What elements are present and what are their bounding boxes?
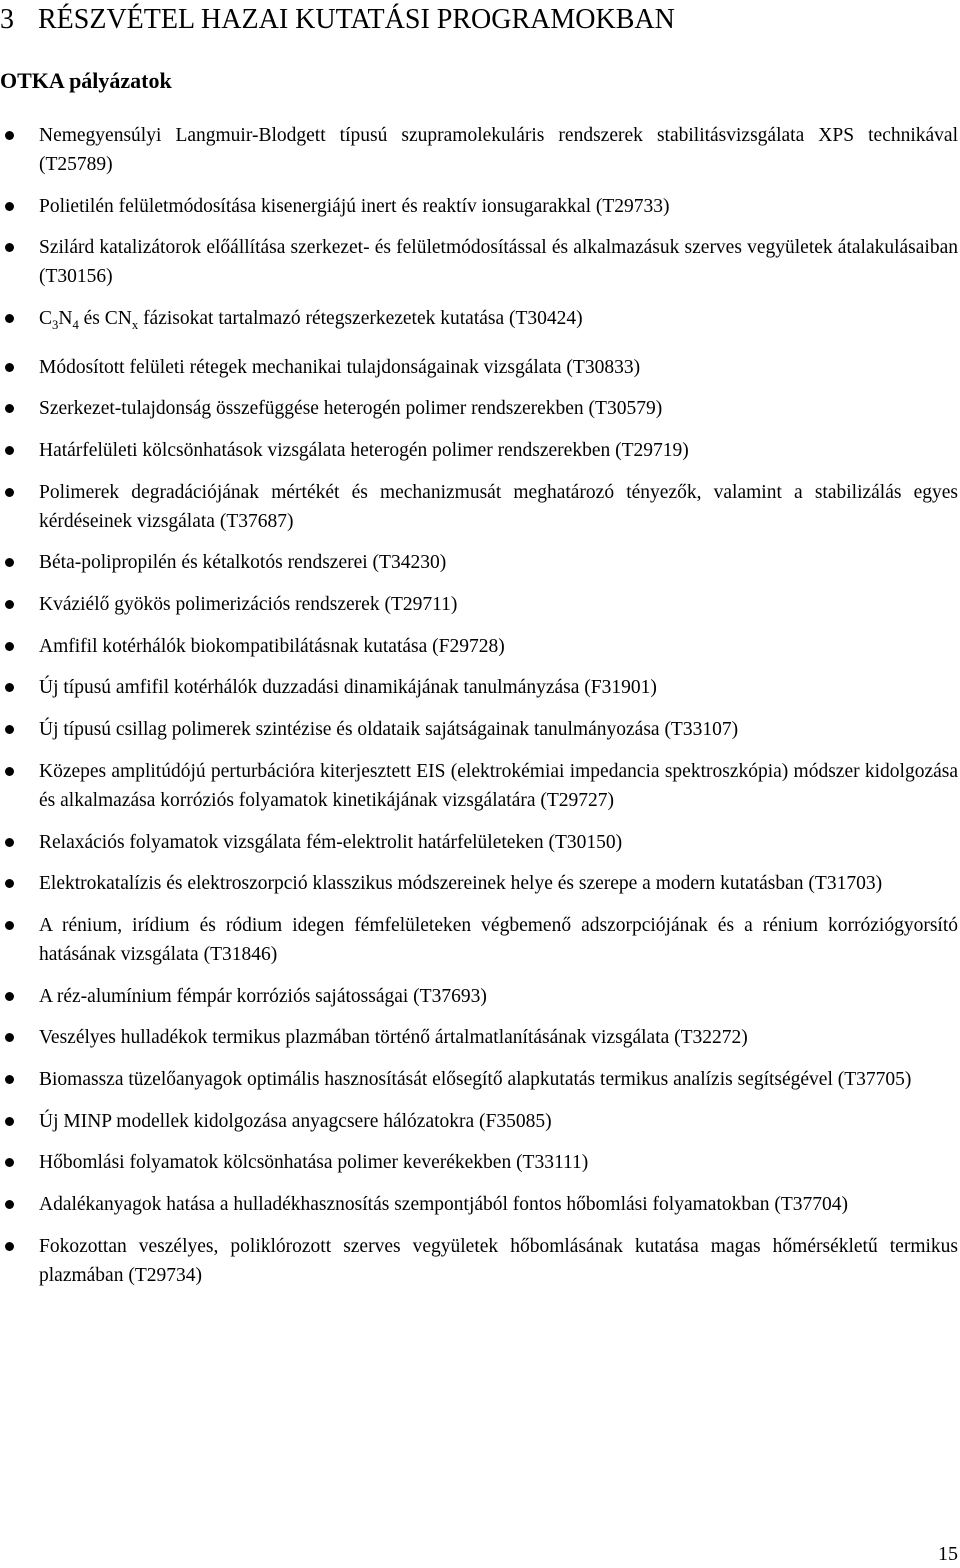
list-item-text: Adalékanyagok hatása a hulladékhasznosítás szempontjából fontos hőbomlási folyamatokban (T37704) [39,1194,849,1216]
bullet-icon [5,767,14,776]
list-item-text: Elektrokatalízis és elektroszorpció klasszikus módszereinek helye és szerepe a modern kutatásban (T31703) [39,873,883,895]
bullet-icon [5,488,14,497]
bullet-icon [5,725,14,734]
list-item-text: A rénium, irídium és ródium idegen fémfelületeken végbemenő adszorpciójának és a rénium korróziógyorsító hatásának vizsgálata (T31846) [39,914,958,965]
bullet-icon [5,1158,14,1167]
list-item [0,233,958,291]
bullet-icon [5,879,14,888]
list-item [0,590,958,619]
list-item [0,1065,958,1094]
bullet-icon [5,1033,14,1042]
list-item-text: $C_3N_4$ és $CN_x$ fázisokat tartalmazó rétegszerkezetek kutatása (T30424) [39,308,583,332]
list-item [0,353,958,382]
list-item [0,394,958,423]
list-item-text: Szerkezet-tulajdonság összefüggése heterogén polimer rendszerekben (T30579) [39,398,663,420]
list-item [0,1232,958,1290]
bullet-icon [5,1117,14,1126]
list-item-text: Polimerek degradációjának mértékét és mechanizmusát meghatározó tényezők, valamint a stabilizálás egyes kérdéseinek vizsgálata (T37687) [39,481,958,532]
list-item-text: Biomassza tüzelőanyagok optimális hasznosítását elősegítő alapkutatás termikus analízis segítségével (T37705) [39,1068,912,1090]
list-item [0,632,958,661]
list-item-text: Új típusú amfifil kotérhálók duzzadási dinamikájának tanulmányzása (F31901) [39,677,657,699]
list-item-text: Béta-polipropilén és kétalkotós rendszerei (T34230) [39,552,447,574]
chapter-title: RÉSZVÉTEL HAZAI KUTATÁSI PROGRAMOKBAN [38,4,675,35]
list-item-text: Amfifil kotérhálók biokompatibilátásnak kutatása (F29728) [39,635,505,657]
bullet-icon [5,992,14,1001]
list-item [0,1190,958,1219]
bullet-icon [5,131,14,140]
list-item [0,673,958,702]
list-item [0,548,958,577]
list-item-text: Fokozottan veszélyes, poliklórozott szerves vegyületek hőbomlásának kutatása magas hőmérsékletű termikus plazmában (T29734) [39,1235,958,1286]
bullet-icon [5,446,14,455]
list-item-text: Közepes amplitúdójú perturbációra kiterjesztett EIS (elektrokémiai impedancia spektroszkópia) módszer kidolgozása és alkalmazása korróziós folyamatok kinetikájának vizsgálatára (T29727) [39,760,958,811]
list-item [0,982,958,1011]
section-heading: OTKA pályázatok [0,68,172,93]
bullet-icon [5,314,14,323]
bullet-icon [5,838,14,847]
bullet-icon [5,1200,14,1209]
list-item-text: Kváziélő gyökös polimerizációs rendszerek (T29711) [39,594,458,616]
bullet-icon [5,1075,14,1084]
bullet-icon [5,363,14,372]
list-item [0,478,958,536]
list-item [0,757,958,815]
list-item [0,1107,958,1136]
list-item-text: Módosított felületi rétegek mechanikai tulajdonságainak vizsgálata (T30833) [39,356,641,378]
bullet-icon [5,202,14,211]
chapter-number: 3 [0,4,14,35]
list-item-text: Szilárd katalizátorok előállítása szerkezet- és felületmódosítással és alkalmazásuk szerves vegyületek átalakulásaiban (T30156) [39,237,958,288]
list-item [0,121,958,179]
list-item-text: Hőbomlási folyamatok kölcsönhatása polimer keverékekben (T33111) [39,1152,589,1174]
list-item [0,715,958,744]
list-item [0,436,958,465]
bullet-icon [5,1242,14,1251]
list-item [0,1148,958,1177]
list-item-text: Új MINP modellek kidolgozása anyagcsere hálózatokra (F35085) [39,1110,552,1132]
list-item [0,911,958,969]
bullet-icon [5,921,14,930]
list-item-text: Új típusú csillag polimerek szintézise és oldataik sajátságainak tanulmányozása (T33107) [39,719,739,741]
bullet-icon [5,683,14,692]
bullet-icon [5,243,14,252]
page-number: 15 [938,1543,958,1565]
list-item-text: Polietilén felületmódosítása kisenergiájú inert és reaktív ionsugarakkal (T29733) [39,195,670,217]
bullet-icon [5,642,14,651]
project-list [0,121,960,1302]
list-item [0,1023,958,1052]
list-item [0,304,958,340]
list-item [0,828,958,857]
list-item-text: A réz-alumínium fémpár korróziós sajátosságai (T37693) [39,985,487,1007]
bullet-icon [5,558,14,567]
chapter-heading [0,2,675,38]
bullet-icon [5,600,14,609]
list-item [0,192,958,221]
list-item-text: Határfelületi kölcsönhatások vizsgálata heterogén polimer rendszerekben (T29719) [39,440,689,462]
bullet-icon [5,404,14,413]
list-item [0,869,958,898]
list-item-text: Veszélyes hulladékok termikus plazmában történő ártalmatlanításának vizsgálata (T32272) [39,1027,748,1049]
list-item-text: Relaxációs folyamatok vizsgálata fém-elektrolit határfelületeken (T30150) [39,831,623,853]
list-item-text: Nemegyensúlyi Langmuir-Blodgett típusú szupramolekuláris rendszerek stabilitásvizsgálata XPS technikával (T25789) [39,125,958,175]
